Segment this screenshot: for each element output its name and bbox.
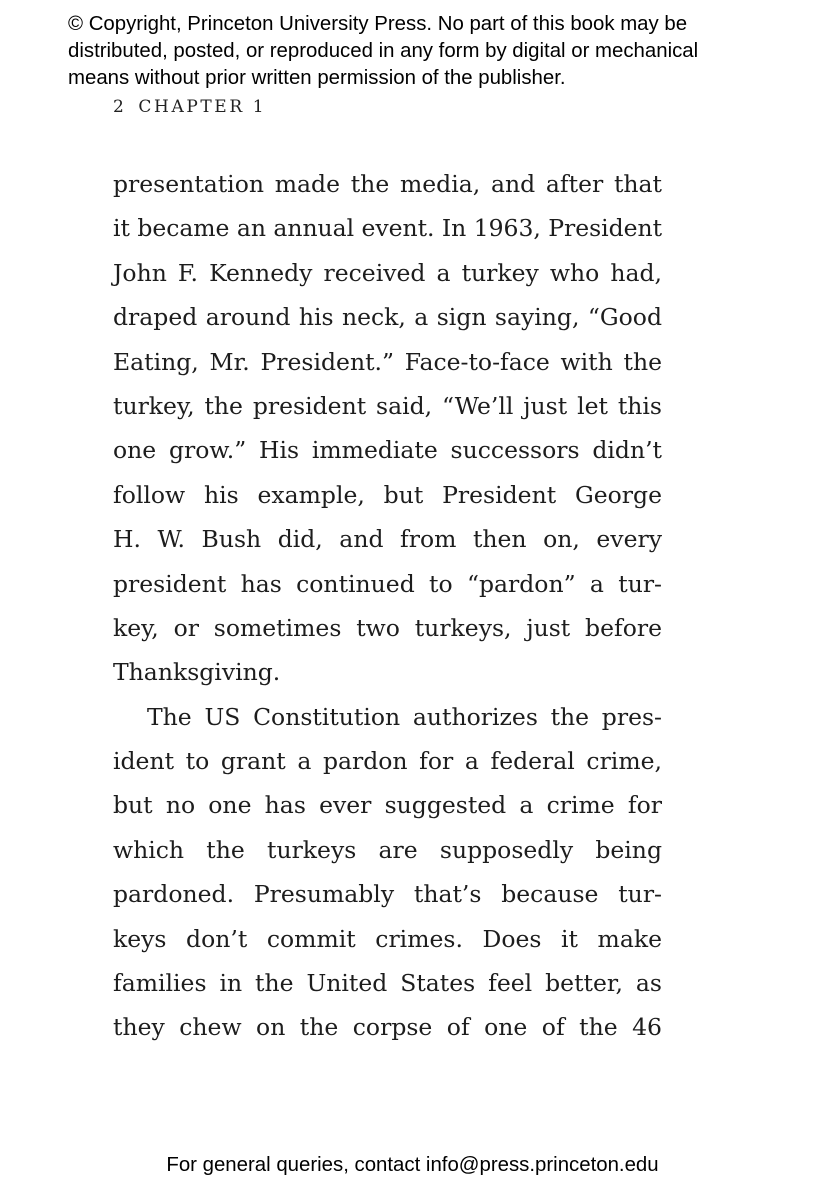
text-line: pardoned. Presumably that’s because tur- <box>113 880 662 909</box>
text-line: it became an annual event. In 1963, President <box>113 214 662 243</box>
running-head <box>113 97 266 117</box>
paragraph-1 <box>113 162 662 695</box>
copyright-notice <box>68 11 788 92</box>
text-line: Thanksgiving. <box>113 658 281 687</box>
text-line: follow his example, but President George <box>113 480 662 509</box>
copyright-line: means without prior written permission of the publisher. <box>68 67 566 89</box>
page-number: 2 <box>113 97 127 117</box>
text-line: keys don’t commit crimes. Does it make <box>113 924 662 953</box>
text-line: one grow.” His immediate successors didn’t <box>113 436 662 465</box>
chapter-label: CHAPTER 1 <box>138 97 267 117</box>
text-line: president has continued to “pardon” a tur- <box>113 569 662 598</box>
body-text <box>113 162 662 1050</box>
text-line: families in the United States feel better, as <box>113 969 662 998</box>
text-line: they chew on the corpse of one of the 46 <box>113 1013 662 1042</box>
text-line: H. W. Bush did, and from then on, every <box>113 525 662 554</box>
text-line: ident to grant a pardon for a federal crime, <box>113 747 662 776</box>
paragraph-2 <box>113 695 662 1050</box>
copyright-line: distributed, posted, or reproduced in any form by digital or mechanical <box>68 40 699 62</box>
text-line: John F. Kennedy received a turkey who had, <box>113 258 662 287</box>
text-line: Eating, Mr. President.” Face-to-face with the <box>113 347 662 376</box>
footer-contact: For general queries, contact info@press.princeton.edu <box>166 1154 659 1176</box>
text-line: The US Constitution authorizes the pres- <box>147 702 662 731</box>
text-line: which the turkeys are supposedly being <box>113 835 662 864</box>
text-line: key, or sometimes two turkeys, just before <box>113 613 662 642</box>
text-line: presentation made the media, and after that <box>113 170 662 198</box>
text-line: turkey, the president said, “We’ll just let this <box>113 391 662 420</box>
copyright-line: © Copyright, Princeton University Press. No part of this book may be <box>68 13 688 35</box>
text-line: but no one has ever suggested a crime for <box>113 791 662 820</box>
text-line: draped around his neck, a sign saying, “Good <box>113 303 662 332</box>
